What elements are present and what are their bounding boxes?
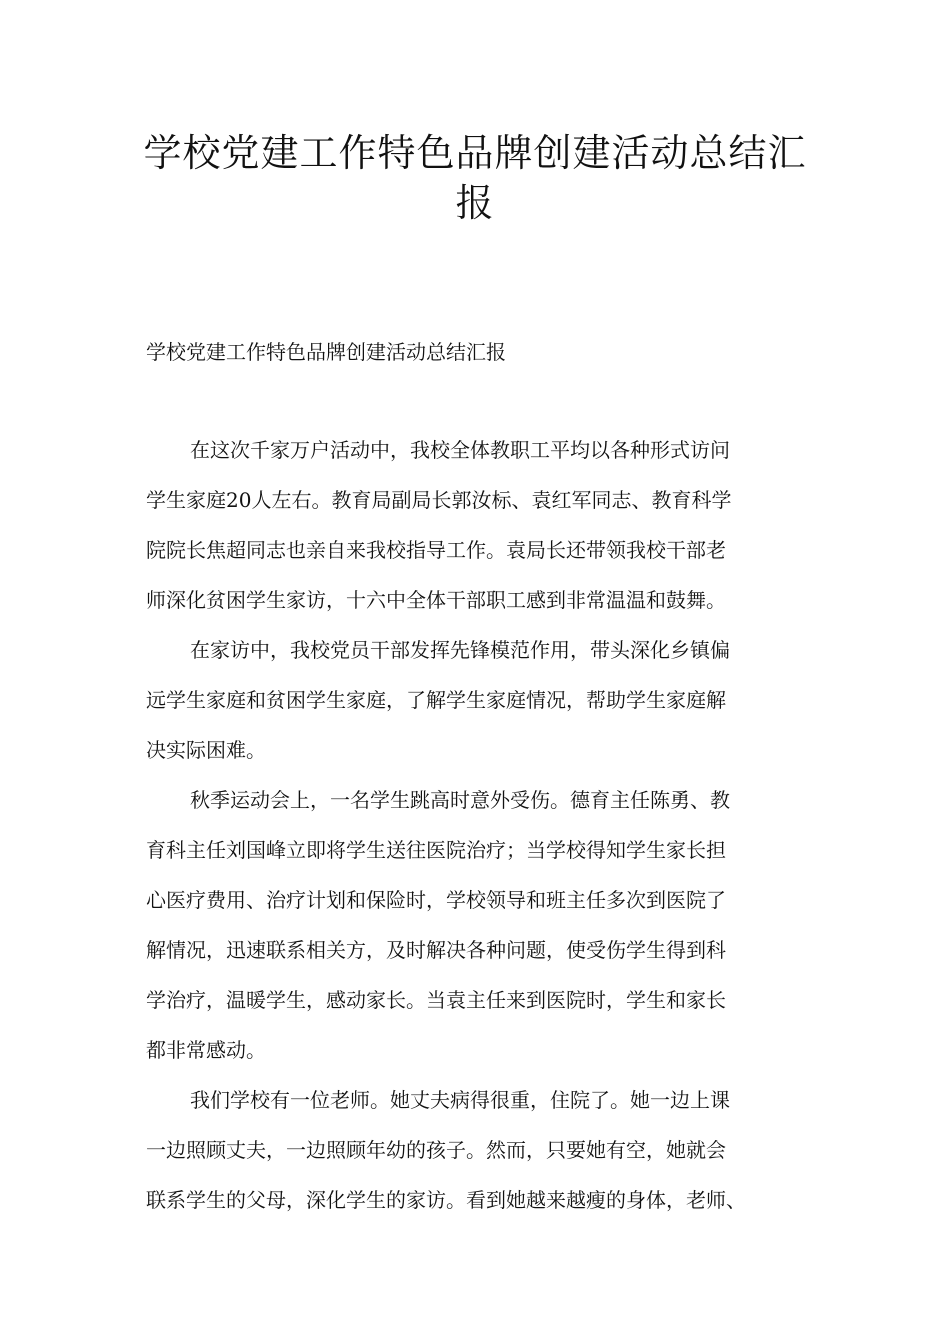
text-line: 心医疗费用、治疗计划和保险时，学校领导和班主任多次到医院了 [146, 888, 726, 912]
text-line: 解情况，迅速联系相关方，及时解决各种问题，使受伤学生得到科 [146, 938, 726, 962]
text-line: 决实际困难。 [146, 738, 266, 762]
text-line: 学生家庭20人左右。教育局副局长郭汝标、袁红军同志、教育科学 [146, 488, 732, 512]
text-line: 师深化贫困学生家访，十六中全体干部职工感到非常温温和鼓舞。 [146, 588, 726, 612]
text-line: 一边照顾丈夫，一边照顾年幼的孩子。然而，只要她有空，她就会 [146, 1138, 726, 1162]
paragraph [146, 782, 810, 1082]
paragraph [146, 1082, 810, 1232]
text-line: 院院长焦超同志也亲自来我校指导工作。袁局长还带领我校干部老 [146, 538, 726, 562]
text-line: 联系学生的父母，深化学生的家访。看到她越来越瘦的身体，老师、 [146, 1188, 746, 1212]
text-line: 育科主任刘国峰立即将学生送往医院治疗；当学校得知学生家长担 [146, 838, 726, 862]
text-line: 都非常感动。 [146, 1038, 266, 1062]
title-line: 学校党建工作特色品牌创建活动总结汇 [143, 131, 807, 175]
text-line: 在这次千家万户活动中，我校全体教职工平均以各种形式访问 [190, 438, 730, 462]
text-line: 远学生家庭和贫困学生家庭，了解学生家庭情况，帮助学生家庭解 [146, 688, 726, 712]
text-line: 我们学校有一位老师。她丈夫病得很重，住院了。她一边上课 [190, 1088, 730, 1112]
text-line: 秋季运动会上，一名学生跳高时意外受伤。德育主任陈勇、教 [190, 788, 730, 812]
document-body [146, 432, 810, 1232]
text-line: 学治疗，温暖学生，感动家长。当袁主任来到医院时，学生和家长 [146, 988, 726, 1012]
paragraph [146, 432, 810, 632]
document-subtitle: 学校党建工作特色品牌创建活动总结汇报 [146, 340, 506, 364]
document-title [130, 128, 820, 228]
title-line: 报 [455, 181, 495, 225]
paragraph [146, 632, 810, 782]
text-line: 在家访中，我校党员干部发挥先锋模范作用，带头深化乡镇偏 [190, 638, 730, 662]
